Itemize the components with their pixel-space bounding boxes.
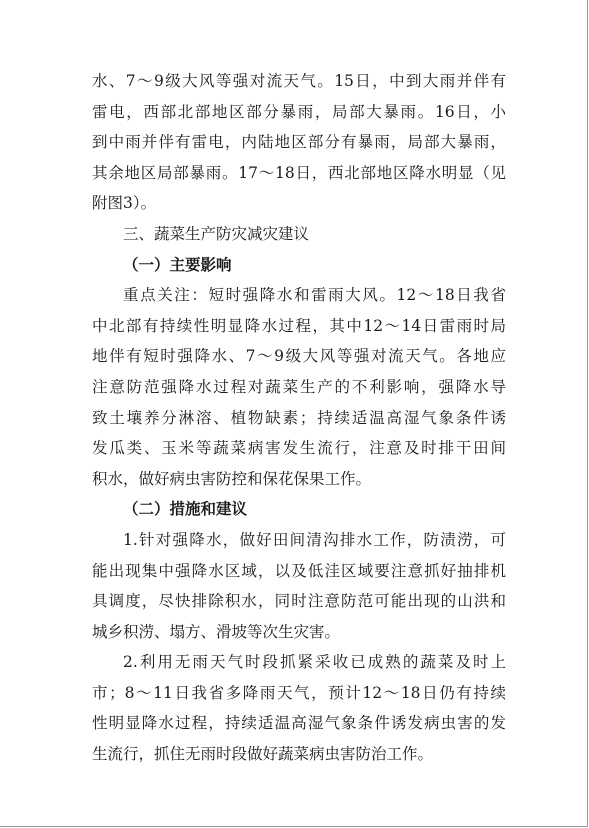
text-line: 附图3）。	[92, 194, 157, 213]
text-line: 具调度，尽快排除积水，同时注意防范可能出现的山洪和	[92, 592, 506, 611]
text-line: 致土壤养分淋溶、植物缺素；持续适温高湿气象条件诱	[92, 408, 506, 427]
text-line: 积水，做好病虫害防控和保花保果工作。	[92, 469, 372, 488]
weather-forecast-paragraph	[92, 66, 506, 219]
text-line: 中北部有持续性明显降水过程，其中12～14日雷雨时局	[92, 316, 506, 335]
main-impacts-paragraph	[92, 280, 506, 494]
text-line: 1.针对强降水，做好田间清沟排水工作，防渍涝，可	[123, 530, 506, 549]
subsection-heading-main-impacts: （一）主要影响	[123, 254, 232, 274]
text-line: 发瓜类、玉米等蔬菜病害发生流行，注意及时排干田间	[92, 439, 506, 458]
text-line: 市；8～11日我省多降雨天气，预计12～18日仍有持续	[92, 683, 506, 702]
text-line: 能出现集中强降水区域，以及低洼区域要注意抓好抽排机	[92, 561, 506, 580]
text-line: 地伴有短时强降水、7～9级大风等强对流天气。各地应	[92, 347, 506, 366]
text-line: 性明显降水过程，持续适温高湿气象条件诱发病虫害的发	[92, 714, 506, 733]
text-line: 水、7～9级大风等强对流天气。15日，中到大雨并伴有	[92, 72, 506, 90]
text-line: 重点关注：短时强降水和雷雨大风。12～18日我省	[123, 286, 506, 305]
text-line: 生流行，抓住无雨时段做好蔬菜病虫害防治工作。	[92, 745, 434, 764]
section-heading: 三、蔬菜生产防灾减灾建议	[123, 224, 310, 243]
text-line: 其余地区局部暴雨。17～18日，西北部地区降水明显（见	[92, 163, 506, 182]
measure-item-1	[92, 525, 506, 647]
text-line: 注意防范强降水过程对蔬菜生产的不利影响，强降水导	[92, 377, 506, 396]
measure-item-2	[92, 647, 506, 769]
document-body	[92, 66, 506, 770]
text-line: 2.利用无雨天气时段抓紧采收已成熟的蔬菜及时上	[123, 653, 506, 672]
text-line: 雷电，西部北部地区部分暴雨，局部大暴雨。16日，小	[92, 102, 506, 121]
text-line: 到中雨并伴有雷电，内陆地区部分有暴雨，局部大暴雨，	[92, 133, 506, 152]
text-line: 城乡积涝、塌方、滑坡等次生灾害。	[92, 622, 341, 641]
subsection-heading-measures: （二）措施和建议	[123, 499, 248, 519]
